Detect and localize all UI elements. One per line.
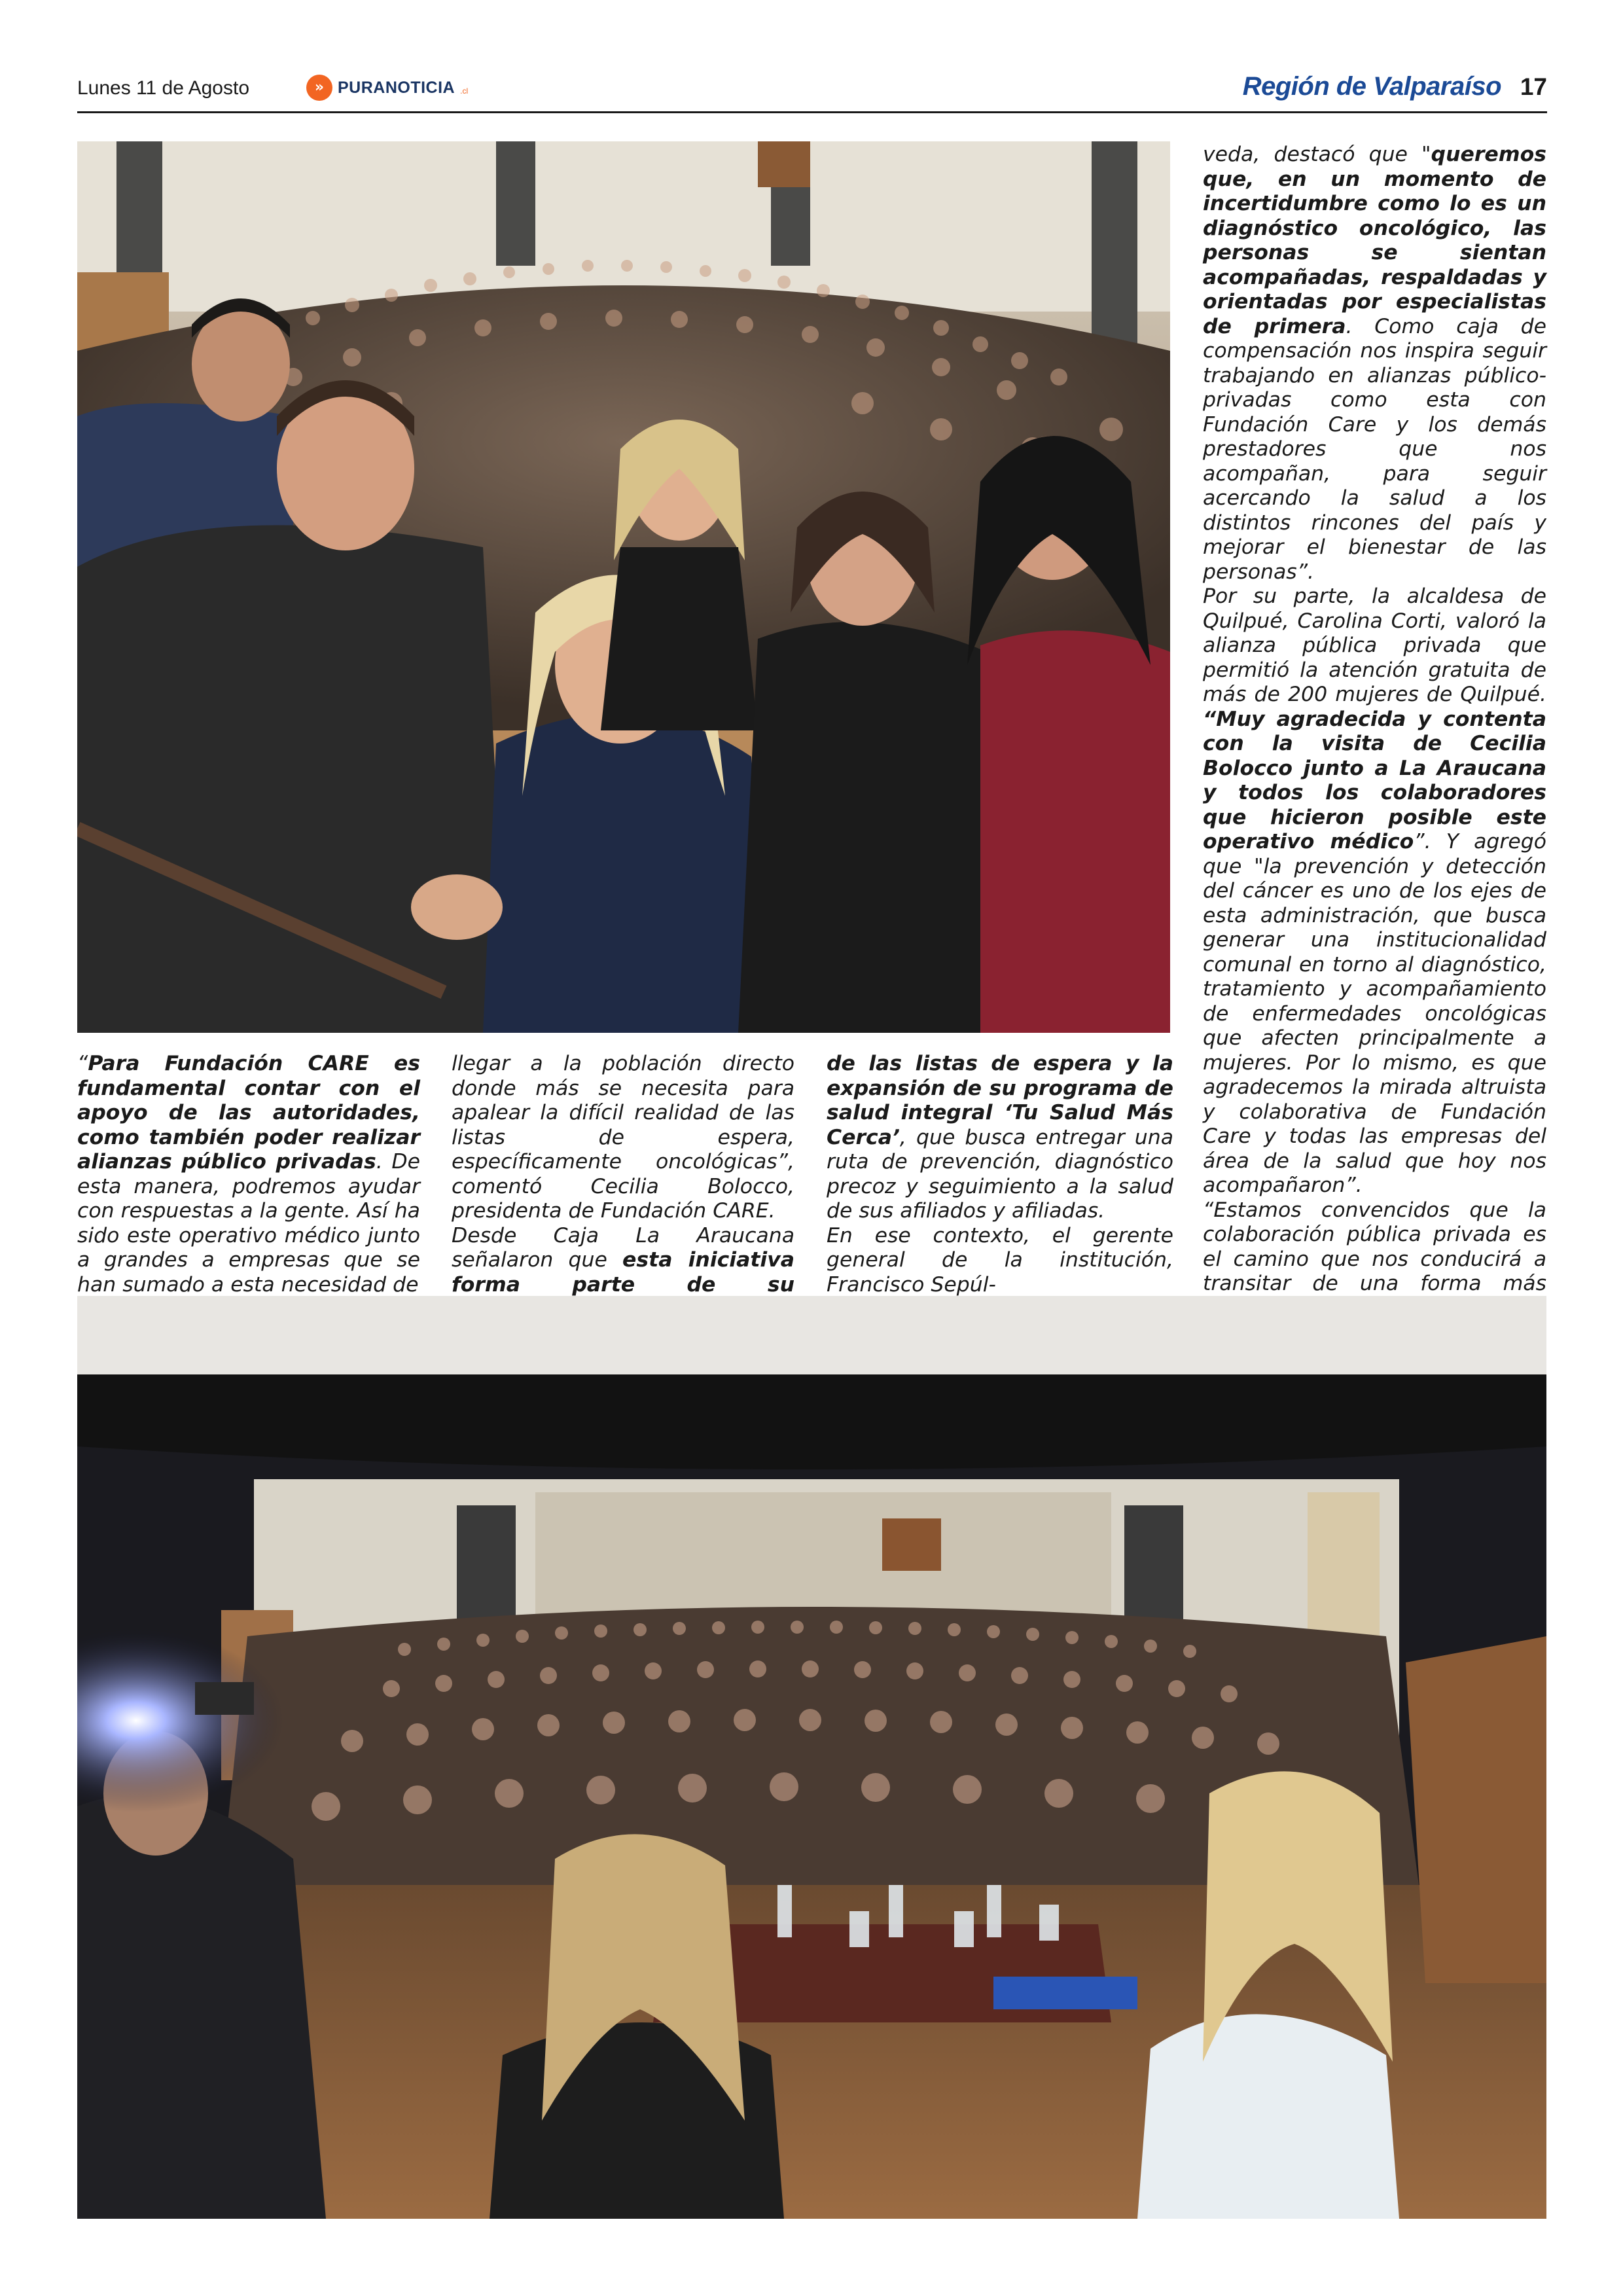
body-text: ”. Y agregó que "la prevención y detección del cáncer es uno de los ejes de esta administración, que busca generar una institucionalidad comunal en torno al diagnóstico, tratamiento y acompañamiento de enfermedades oncológicas que afecten principalmente a mujeres. Por lo mismo, es que agradecemos la mirada altruista y colaborativa de Fundación Care y todas las empresas del área de la salud que hoy nos acompañaron”. xyxy=(1203,830,1547,1197)
bold-quote-text: Para Fundación CARE es fundamental contar con el apoyo de las autoridades, como también poder realizar alianzas público privadas xyxy=(77,1052,420,1174)
body-text: En ese contexto, el gerente general de la institución, Francisco Sepúl- xyxy=(827,1223,1173,1297)
bold-quote-text: de las listas de espera y la expansión de su programa de salud integral ‘Tu Salud Más Cerca’ xyxy=(827,1052,1173,1149)
section-title: Región de Valparaíso xyxy=(1242,72,1501,101)
paragraph xyxy=(827,1224,1173,1298)
article-column-1 xyxy=(77,1052,420,1297)
article-column-2 xyxy=(452,1052,794,1322)
article-column-4 xyxy=(1203,143,1546,1419)
article-column-3 xyxy=(827,1052,1173,1297)
body-text: . De esta manera, podremos ayudar con respuestas a la gente. Así ha sido este operativo médico junto a grandes a empresas que se han sumado a esta necesidad de xyxy=(77,1150,420,1297)
issue-date: Lunes 11 de Agosto xyxy=(77,77,249,99)
body-text: . Como caja de compensación nos inspira seguir trabajando en alianzas público-privadas como esta con Fundación Care y los demás prestadores que nos acompañan, para seguir acercando la salud a los distintos rincones del país y mejorar el bienestar de las personas”. xyxy=(1203,314,1546,584)
puranoticia-logo xyxy=(306,75,468,101)
bold-quote-text: queremos que, en un momento de incertidumbre como lo es un diagnóstico oncológico, las personas se sientan acompañadas, respaldadas y orientadas por especialistas de primera xyxy=(1203,143,1546,338)
paragraph xyxy=(452,1052,794,1224)
paragraph xyxy=(77,1052,420,1297)
body-text: “Estamos convencidos que la colaboración pública privada es el camino que nos conducirá a transitar de una forma más xyxy=(1203,1198,1546,1295)
paragraph xyxy=(1203,584,1546,1198)
logo-suffix: .cl xyxy=(460,86,469,96)
page-header xyxy=(77,71,1547,113)
bold-quote-text: “Muy agradecida y contenta con la visita de Cecilia Bolocco junto a La Araucana y todos los colaboradores que hicieron posible este operativo médico xyxy=(1203,707,1546,853)
logo-chevron-icon: » xyxy=(306,75,332,101)
body-text: llegar a la población directo donde más se necesita para apalear la difícil realidad de las listas de espera, específicamente oncológicas”, comentó Cecilia Bolocco, presidenta de Fundación CARE. xyxy=(452,1052,794,1223)
logo-text: PURANOTICIA xyxy=(338,78,455,97)
body-text: , que busca entregar una ruta de prevención, diagnóstico precoz y seguimiento a la salud de sus afiliados y afiliadas. xyxy=(827,1125,1173,1223)
body-text: “ xyxy=(77,1052,88,1075)
body-text: Desde Caja La Araucana señalaron que xyxy=(452,1223,794,1272)
auditorium-audience-photo xyxy=(77,1296,1546,2219)
bold-quote-text: esta iniciativa forma parte de su xyxy=(452,1248,794,1297)
body-text: Por su parte, la alcaldesa de Quilpué, Carolina Corti, valoró la alianza pública privada que permitió la atención gratuita de más de 200 mujeres de Quilpué. xyxy=(1203,584,1546,706)
paragraph xyxy=(1203,143,1546,584)
group-selfie-photo xyxy=(77,141,1170,1033)
page-number: 17 xyxy=(1520,73,1547,100)
paragraph xyxy=(827,1052,1173,1224)
body-text: veda, destacó que " xyxy=(1203,143,1431,166)
